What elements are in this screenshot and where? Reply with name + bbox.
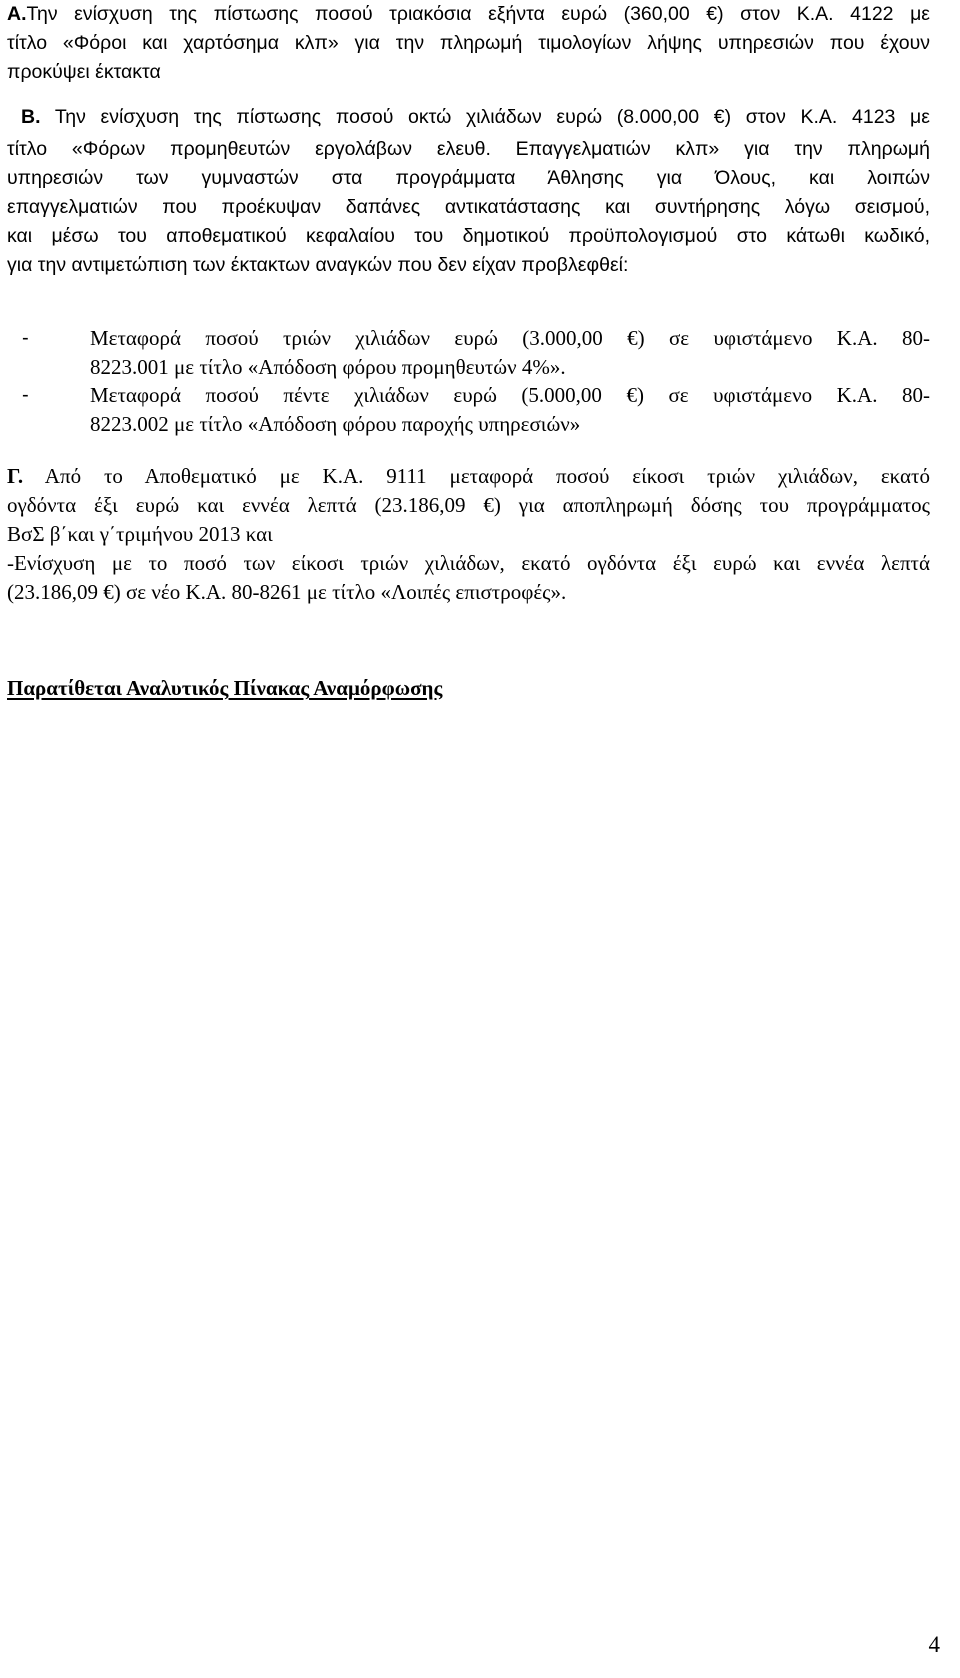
- section-b-line-6: για την αντιμετώπιση των έκτακτων αναγκών που δεν είχαν προβλεφθεί:: [7, 254, 629, 276]
- section-a-label: Α.: [7, 3, 27, 25]
- closing-heading: Παρατίθεται Αναλυτικός Πίνακας Αναμόρφωσης: [7, 676, 443, 700]
- section-c-line-1-text: Από το Αποθεματικό με Κ.Α. 9111 μεταφορά ποσού είκοσι τριών χιλιάδων, εκατό: [44, 464, 930, 488]
- section-c-line-2: ογδόντα έξι ευρώ και εννέα λεπτά (23.186,09 €) για αποπληρωμή δόσης του προγράμματος: [7, 493, 930, 517]
- section-c-line-5: (23.186,09 €) σε νέο Κ.Α. 80-8261 με τίτλο «Λοιπές επιστροφές».: [7, 580, 567, 604]
- section-b-line-1: [21, 105, 930, 129]
- section-c-label: Γ.: [7, 464, 24, 488]
- section-b-line-5: και μέσω του αποθεματικού κεφαλαίου του δημοτικού προϋπολογισμού στο κάτωθι κωδικό,: [7, 225, 930, 247]
- section-b-line-2-serif: τίτλο «Φόρων προμηθευτών εργολάβων ελευθ.: [7, 138, 491, 160]
- section-a-line-1-text: Την ενίσχυση της πίστωσης ποσού τριακόσια εξήντα ευρώ (360,00 €) στον Κ.Α. 4122 με: [26, 3, 930, 25]
- section-b-line-2: [7, 136, 930, 161]
- section-b-line-3: υπηρεσιών των γυμναστών στα προγράμματα Άθλησης για Όλους, και λοιπών: [7, 167, 930, 189]
- transfer-1-dash: -: [22, 327, 29, 349]
- section-c-line-3: ΒσΣ β΄και γ΄τριμήνου 2013 και: [7, 522, 273, 546]
- section-a-line-2: τίτλο «Φόροι και χαρτόσημα κλπ» για την πληρωμή τιμολογίων λήψης υπηρεσιών που έχουν: [7, 32, 930, 54]
- section-c-line-1: [7, 464, 930, 488]
- section-b-label: Β.: [21, 106, 41, 128]
- section-b-line-1-text: Την ενίσχυση της πίστωσης ποσού οκτώ χιλιάδων ευρώ (8.000,00 €) στον Κ.Α. 4123 με: [54, 106, 930, 128]
- page-number: 4: [928, 1632, 940, 1657]
- transfer-2-line-1: Μεταφορά ποσού πέντε χιλιάδων ευρώ (5.000,00 €) σε υφιστάμενο Κ.Α. 80-: [90, 383, 930, 407]
- transfer-2-line-2: 8223.002 με τίτλο «Απόδοση φόρου παροχής υπηρεσιών»: [90, 412, 581, 436]
- transfer-2-dash: -: [22, 384, 29, 406]
- section-a-line-1: [7, 2, 930, 26]
- section-a-line-3: προκύψει έκτακτα: [7, 61, 161, 83]
- section-b-line-4: επαγγελματιών που προέκυψαν δαπάνες αντικατάστασης και συντήρησης λόγω σεισμού,: [7, 196, 930, 218]
- section-c-line-4: -Ενίσχυση με το ποσό των είκοσι τριών χιλιάδων, εκατό ογδόντα έξι ευρώ και εννέα λεπτά: [7, 551, 930, 575]
- transfer-1-line-1: Μεταφορά ποσού τριών χιλιάδων ευρώ (3.000,00 €) σε υφιστάμενο Κ.Α. 80-: [90, 326, 930, 350]
- section-b-line-2-sans: Επαγγελματιών κλπ» για την πληρωμή: [515, 138, 931, 160]
- transfer-1-line-2: 8223.001 με τίτλο «Απόδοση φόρου προμηθευτών 4%».: [90, 355, 566, 379]
